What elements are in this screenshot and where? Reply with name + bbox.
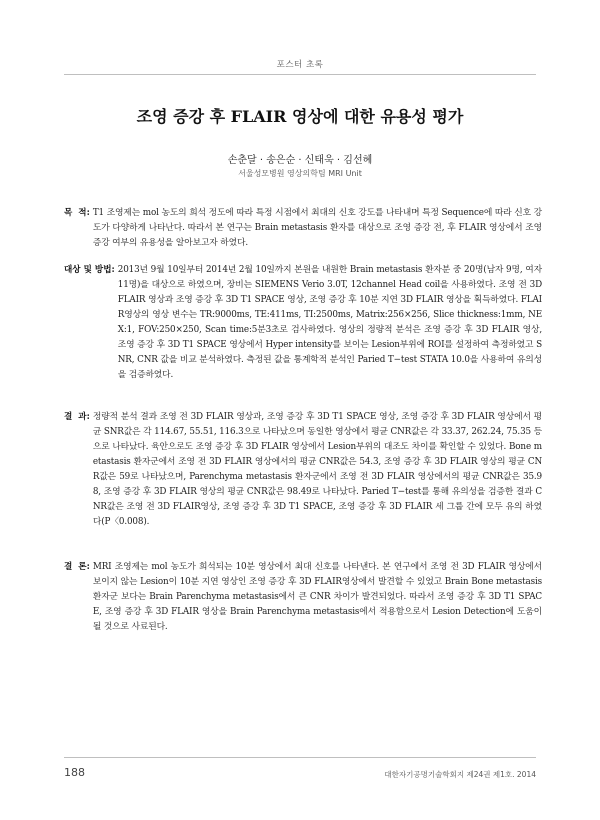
section-label: 대상 및 방법 [64, 265, 112, 275]
section-body: T1 조영제는 mol 농도의 희석 정도에 따라 특정 시점에서 최대의 신호 강도를 나타내며 특정 Sequence에 따라 신호 강도가 다양하게 나타난다. 따라서 본 연구는 Brain metastasis 환자를 대상으로 조영 증강 전, 후 FLAIR 영상에서 조영 증강 여부의 유용성을 알아보고자 하였다. [92, 208, 542, 248]
section-body: 정량적 분석 결과 조영 전 3D FLAIR 영상과, 조영 증강 후 3D T1 SPACE 영상, 조영 증강 후 3D FLAIR 영상에서 평균 SNR값은 각 114.67, 55.51, 116.3으로 나타났으며 동일한 영상에서 평균 CNR값은 각 33.37, 262.24, 75.35 등으로 나타났다. 육안으로도 조영 증강 후 3D FLAIR 영상에서 Lesion부위의 대조도 차이를 확인할 수 있었다. Bone metastasis 환자군에서 조영 전 3D FLAIR 영상에서의 평균 CNR값은 54.3, 조영 증강 후 3D FLAIR 영상의 평균 CNR값은 59로 나타났으며, Parenchyma metastasis 환자군에서 조영 전 3D FLAIR 영상에서의 평균 CNR값은 35.98, 조영 증강 후 3D FLAIR 영상의 평균 CNR값은 98.49로 나타났다. Paried T−test를 통해 유의성을 검증한 결과 CNR값은 조영 전 3D FLAIR영상, 조영 증강 후 3D T1 SPACE, 조영 증강 후 3D FLAIR 세 그룹 간에 모두 유의 하였다(P〈0.008). [92, 412, 542, 527]
page-number: 188 [64, 766, 85, 779]
journal-citation: 대한자기공명기술학회지 제24권 제1호. 2014 [384, 770, 536, 779]
section-purpose [64, 206, 542, 251]
label-colon: : [86, 412, 90, 422]
label-colon: : [86, 562, 90, 572]
affiliation: 서울성모병원 영상의학팀 MRI Unit [238, 169, 362, 178]
section-body: MRI 조영제는 mol 농도가 희석되는 10분 영상에서 최대 신호를 나타낸다. 본 연구에서 조영 전 3D FLAIR 영상에서 보이지 않는 Lesion이 10분 지연 영상인 조영 증강 후 3D FLAIR영상에서 발견할 수 있었고 Brain Bone metastasis 환자군 보다는 Brain Parenchyma metastasis에서 큰 CNR 차이가 발견되었다. 따라서 조영 증강 후 3D T1 SPACE, 조영 증강 후 3D FLAIR 영상을 Brain Parenchyma metastasis에서 적용함으로서 Lesion Detection에 도움이 될 것으로 사료된다. [92, 562, 542, 632]
section-label: 결 론 [64, 562, 87, 572]
footer-divider [64, 757, 536, 758]
section-results [64, 410, 542, 530]
section-conclusion [64, 560, 542, 635]
section-body: 2013년 9월 10일부터 2014년 2월 10일까지 본원을 내원한 Brain metastasis 환자분 중 20명(남자 9명, 여자11명)을 대상으로 하였으며, 장비는 SIEMENS Verio 3.0T, 12channel Head coil을 사용하였다. 조영 전 3D FLAIR 영상과 조영 증강 후 3D T1 SPACE 영상, 조영 증강 후 10분 지연 3D FLAIR 영상을 획득하였다. FLAIR영상의 영상 변수는 TR:9000ms, TE:411ms, TI:2500ms, Matrix:256×256, Slice thickness:1mm, NEX:1, FOV:250×250, Scan time:5분3초로 검사하였다. 영상의 정량적 분석은 조영 증강 후 3D FLAIR 영상, 조영 증강 후 3D T1 SPACE 영상에서 Hyper intensity를 보이는 Lesion부위에 ROI를 설정하여 측정하였고 SNR, CNR 값을 비교 분석하였다. 측정된 값을 통계학적 분석인 Paried T−test STATA 10.0을 사용하여 유의성을 검증하였다. [117, 265, 542, 380]
label-colon: : [86, 208, 90, 218]
section-label: 결 과 [64, 412, 87, 422]
running-header: 포스터 초록 [276, 60, 324, 70]
authors: 손춘달 · 송은순 · 신태욱 · 김선혜 [227, 155, 373, 166]
paper-title: 조영 증강 후 FLAIR 영상에 대한 유용성 평가 [136, 107, 464, 126]
header-divider [64, 74, 536, 75]
section-methods [64, 263, 542, 383]
label-colon: : [111, 265, 115, 275]
section-label: 목 적 [64, 208, 87, 218]
